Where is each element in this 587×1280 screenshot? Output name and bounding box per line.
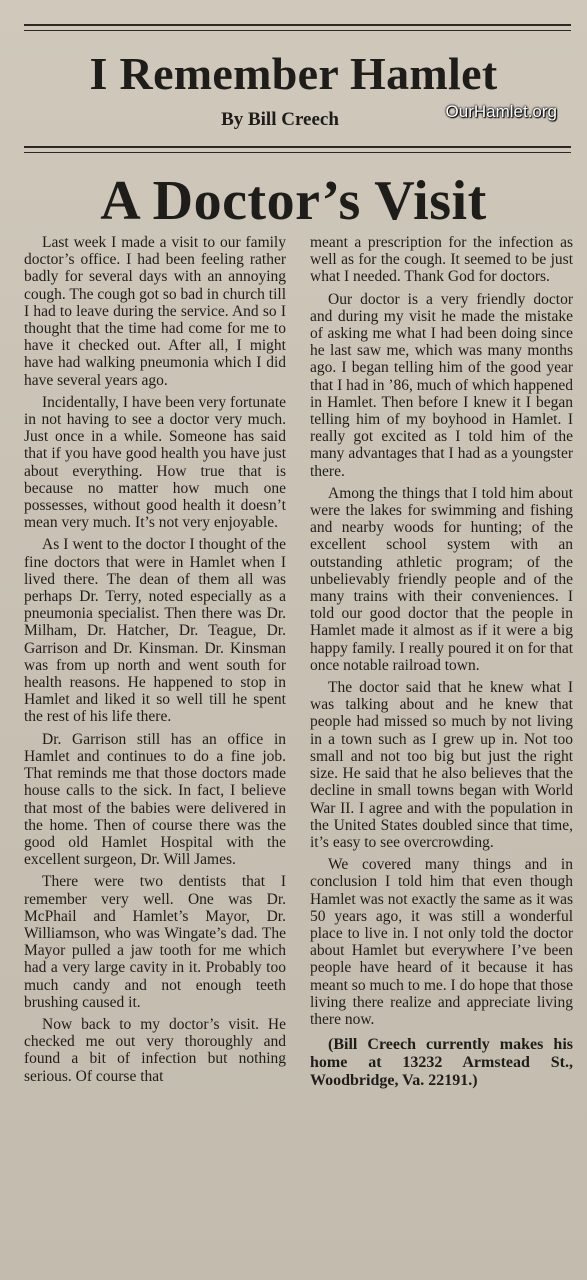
- byline: By Bill Creech: [221, 109, 339, 130]
- article-column-right: [310, 234, 573, 1090]
- paragraph: We covered many things and in conclusion I told him that even though Hamlet was not exactly the same as it was 50 years ago, it was still a wonderful place to live in. I not only told the doctor about Hamlet but everywhere I’ve been people have heard of it because it has meant so much to me. I do hope that those living there realize and appreciate living there now.: [310, 856, 573, 1028]
- top-rule-thin: [24, 30, 571, 31]
- paragraph: Dr. Garrison still has an office in Hamlet and continues to do a fine job. That reminds me that those doctors made house calls to the sick. In fact, I believe that most of the babies were delivered in the home. Then of course there was the good old Hamlet Hospital with the excellent surgeon, Dr. Will James.: [24, 730, 286, 869]
- mid-rule-thin: [24, 152, 571, 153]
- paragraph: Among the things that I told him about were the lakes for swimming and fishing and nearby woods for hunting; of the excellent school system with an outstanding athletic program; of the unbelievably friendly people and of the many trains with their conveniences. I told our good doctor that the people in Hamlet made it almost as if it were a big happy family. I really poured it on for that once notable railroad town.: [310, 484, 573, 674]
- paragraph: The doctor said that he knew what I was talking about and he knew that people had missed so much by not living in a town such as I grew up in. Not too small and not too big but just the right size. He said that he also believes that the decline in small towns began with World War II. I agree and with the population in the United States doubled since that time, it’s easy to see overcrowding.: [310, 679, 573, 851]
- article-column-left: [24, 234, 286, 1085]
- paragraph: Our doctor is a very friendly doctor and during my visit he made the mistake of asking me what I had been doing since he last saw me, which was many months ago. I began telling him of the good year that I had in ’86, much of which happened in Hamlet. Then before I knew it I began telling him of my boyhood in Hamlet. I really got excited as I told him of the many advantages that I had as a youngster there.: [310, 290, 573, 480]
- paragraph: Now back to my doctor’s visit. He checked me out very thoroughly and found a bit of infection but nothing serious. Of course that: [24, 1015, 286, 1085]
- mid-rule: [24, 146, 571, 148]
- paragraph: Last week I made a visit to our family doctor’s office. I had been feeling rather badly for several days with an annoying cough. The cough got so bad in church till I had to leave during the service. And so I thought that the time had come for me to have it checked out. After all, I might have had walking pneumonia which I did have several years ago.: [24, 234, 286, 389]
- paragraph: As I went to the doctor I thought of the fine doctors that were in Hamlet when I lived there. The dean of them all was perhaps Dr. Terry, noted especially as a pneumonia specialist. Then there was Dr. Milham, Dr. Hatcher, Dr. Teague, Dr. Garrison and Dr. Kinsman. Dr. Kinsman was from up north and went south for health reasons. He happened to stop in Hamlet and liked it so well till he spent the rest of his life there.: [24, 536, 286, 726]
- column-title: I Remember Hamlet: [89, 48, 498, 99]
- paragraph-continuation: meant a prescription for the infection as well as for the cough. It seemed to be just what I needed. Thank God for doctors.: [310, 234, 573, 286]
- top-rule: [24, 24, 571, 26]
- author-note: (Bill Creech currently makes his home at 13232 Armstead St., Woodbridge, Va. 22191.): [310, 1036, 573, 1090]
- site-watermark: OurHamlet.org: [445, 102, 557, 121]
- paragraph: There were two dentists that I remember very well. One was Dr. McPhail and Hamlet’s Mayor, Dr. Williamson, who was Wingate’s dad. The Mayor pulled a jaw tooth for me which had a very large cavity in it. Probably too much candy and not enough teeth brushing caused it.: [24, 873, 286, 1011]
- article-headline: A Doctor’s Visit: [100, 170, 487, 232]
- paragraph: Incidentally, I have been very fortunate in not having to see a doctor very much. Just once in a while. Someone has said that if you have good health you have just about everything. How true that is because no matter how much one possesses, without good health it doesn’t mean very much. It’s not very enjoyable.: [24, 393, 286, 532]
